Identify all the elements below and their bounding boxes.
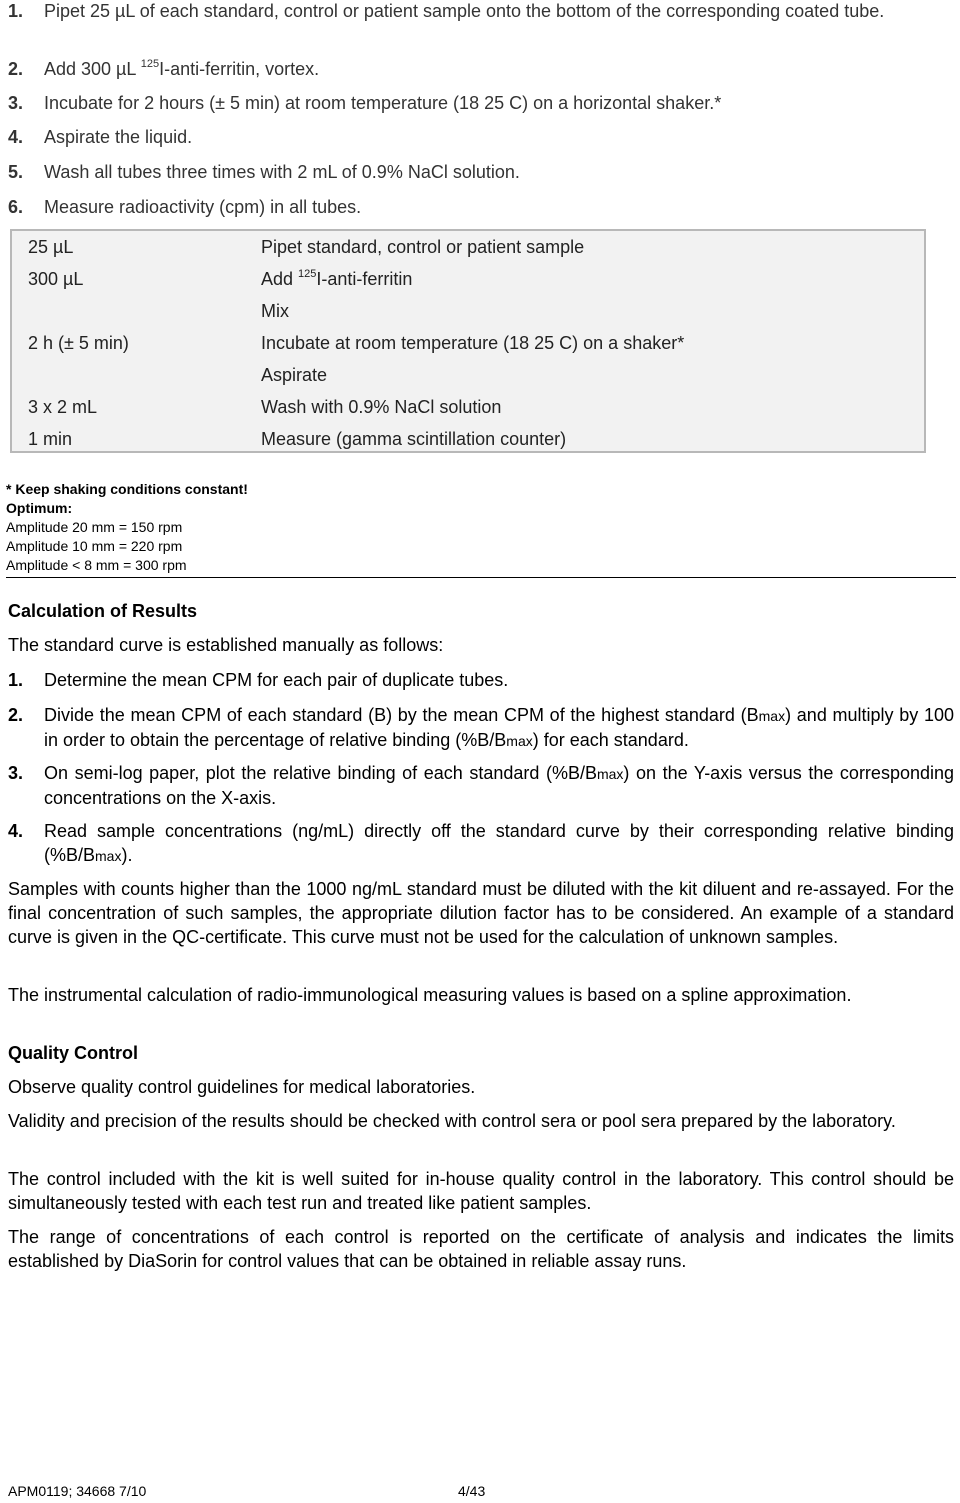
- isotope-superscript: 125: [298, 268, 317, 280]
- step-text: Pipet 25 µL of each standard, control or patient sample onto the bottom of the corresponding coated tube.: [44, 1, 885, 21]
- quality-paragraph-4: The range of concentrations of each control is reported on the certificate of analysis and indicates the limits established by DiaSorin for control values that can be obtained in reliable assay runs.: [8, 1227, 954, 1271]
- action-cell: Incubate at room temperature (18 25 C) on a shaker*: [261, 333, 685, 353]
- step-text: Read sample concentrations (ng/mL) directly off the standard curve by their corresponding relative binding (%B/Bmax).: [44, 821, 954, 865]
- step-text: Determine the mean CPM for each pair of duplicate tubes.: [44, 670, 509, 690]
- amount-cell: 2 h (± 5 min): [28, 333, 129, 353]
- procedure-step-4: [8, 125, 954, 149]
- optimum-label: Optimum:: [6, 500, 73, 516]
- step-number: 1.: [8, 670, 24, 690]
- keep-shaking-note: * Keep shaking conditions constant!: [6, 481, 248, 497]
- step-text: Incubate for 2 hours (± 5 min) at room temperature (18 25 C) on a horizontal shaker.*: [44, 93, 722, 113]
- step-number: 3.: [8, 93, 24, 113]
- amount-cell: 25 µL: [28, 237, 74, 257]
- amplitude-line: Amplitude 20 mm = 150 rpm: [6, 519, 183, 535]
- calculation-step-1: [8, 668, 954, 692]
- step-text: Add 300 µL: [44, 59, 141, 79]
- page-number: 4/43: [458, 1483, 486, 1499]
- section-divider: [6, 577, 956, 578]
- step-number: 1.: [8, 1, 24, 21]
- step-number: 5.: [8, 162, 24, 182]
- table-row: [28, 359, 908, 391]
- step-text: Aspirate the liquid.: [44, 127, 193, 147]
- spline-paragraph: The instrumental calculation of radio-immunological measuring values is based on a spline approximation.: [8, 985, 852, 1005]
- calculation-heading: Calculation of Results: [8, 601, 198, 621]
- table-row: [28, 263, 908, 295]
- step-number: 4.: [8, 127, 24, 147]
- step-text: On semi-log paper, plot the relative binding of each standard (%B/Bmax) on the Y-axis versus the corresponding concentrations on the X-axis.: [44, 763, 955, 808]
- amount-cell: 300 µL: [28, 269, 84, 289]
- quality-paragraph-3: The control included with the kit is well suited for in-house quality control in the laboratory. This control should be simultaneously tested with each test run and treated like patient samples.: [8, 1169, 954, 1213]
- step-number: 3.: [8, 763, 24, 783]
- step-text: I-anti-ferritin, vortex.: [159, 59, 320, 79]
- calculation-step-3: [8, 761, 954, 810]
- step-number: 2.: [8, 705, 24, 725]
- step-number: 6.: [8, 197, 24, 217]
- procedure-summary-table: [10, 229, 926, 453]
- procedure-step-2: [8, 57, 954, 84]
- table-row: [28, 423, 908, 455]
- step-text: Measure radioactivity (cpm) in all tubes.: [44, 197, 362, 217]
- procedure-step-1: [8, 0, 954, 23]
- table-row: [28, 327, 908, 359]
- amount-cell: 3 x 2 mL: [28, 397, 98, 417]
- shaking-notes: [6, 480, 248, 575]
- procedure-step-3: [8, 91, 954, 115]
- action-cell: Add $^{125}$I-anti-ferritin: [261, 268, 413, 289]
- calculation-step-4: [8, 819, 954, 868]
- quality-paragraph-2: Validity and precision of the results should be checked with control sera or pool sera prepared by the laboratory.: [8, 1111, 896, 1131]
- calculation-step-2: [8, 703, 954, 753]
- quality-heading: Quality Control: [8, 1043, 138, 1063]
- document-code: APM0119; 34668 7/10: [8, 1483, 147, 1499]
- step-text: Wash all tubes three times with 2 mL of 0.9% NaCl solution.: [44, 162, 520, 182]
- table-row: [28, 231, 908, 263]
- table-row: [28, 391, 908, 423]
- table-row: [28, 295, 908, 327]
- amplitude-line: Amplitude 10 mm = 220 rpm: [6, 538, 183, 554]
- calculation-intro: The standard curve is established manually as follows:: [8, 635, 444, 655]
- procedure-step-5: [8, 160, 954, 184]
- step-number: 2.: [8, 59, 24, 79]
- dilution-paragraph: Samples with counts higher than the 1000 ng/mL standard must be diluted with the kit diluent and re-assayed. For the final concentration of such samples, the appropriate dilution factor has to be considered. An example of a standard curve is given in the QC-certificate. This curve must not be used for the calculation of unknown samples.: [8, 879, 954, 947]
- amount-cell: 1 min: [28, 429, 73, 449]
- step-text: Divide the mean CPM of each standard (B) by the mean CPM of the highest standard (Bmax) and multiply by 100 in order to obtain the percentage of relative binding (%B/Bmax) for each standard.: [44, 705, 954, 750]
- procedure-step-6: [8, 195, 954, 219]
- step-number: 4.: [8, 821, 24, 841]
- action-cell: Measure (gamma scintillation counter): [261, 429, 567, 449]
- isotope-superscript: 125: [140, 58, 160, 70]
- amplitude-line: Amplitude < 8 mm = 300 rpm: [6, 557, 187, 573]
- action-cell: Wash with 0.9% NaCl solution: [261, 397, 502, 417]
- action-cell: Pipet standard, control or patient sample: [261, 237, 585, 257]
- quality-paragraph-1: Observe quality control guidelines for medical laboratories.: [8, 1077, 476, 1097]
- action-cell: Aspirate: [261, 365, 328, 385]
- action-cell: Mix: [261, 301, 289, 321]
